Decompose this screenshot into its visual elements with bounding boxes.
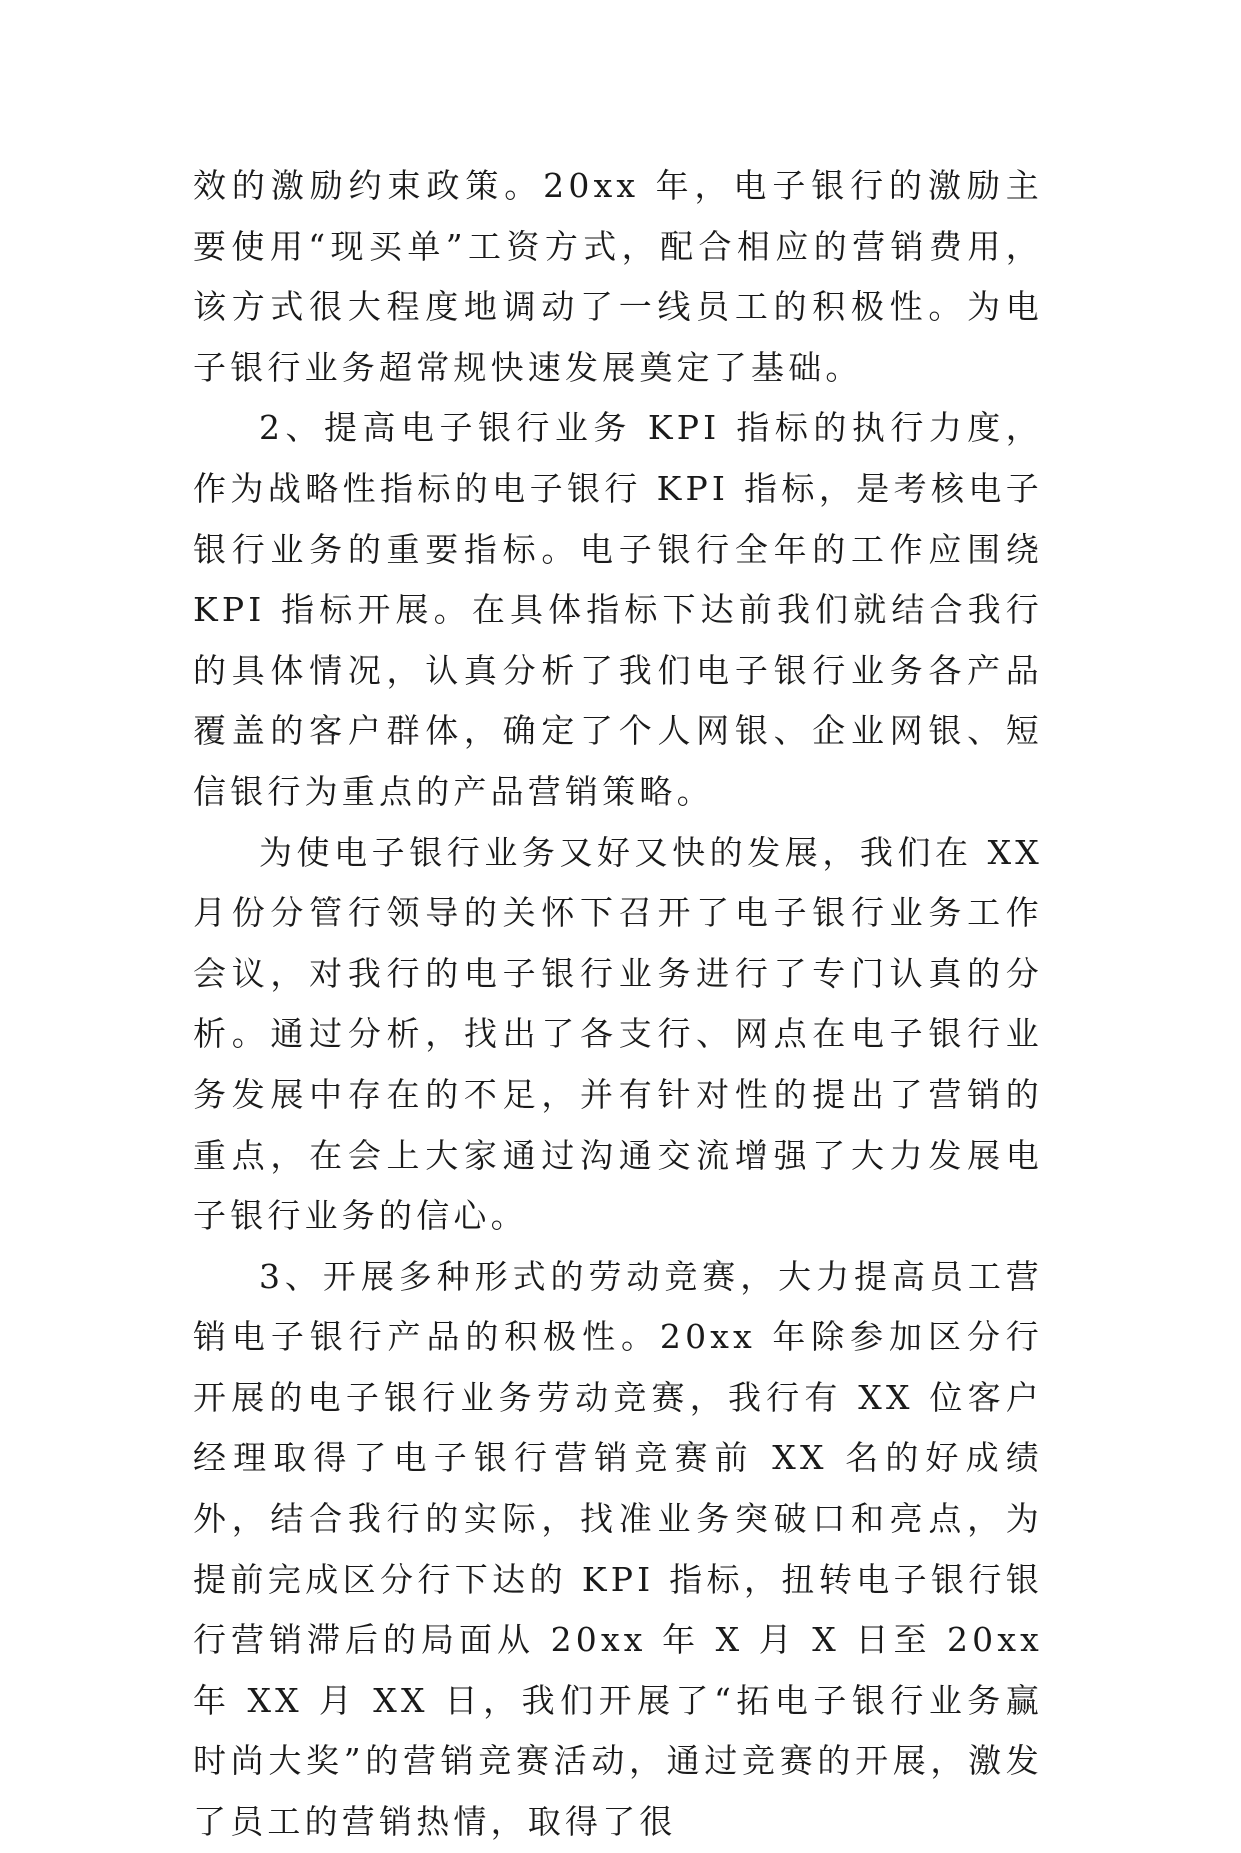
document-body [193, 156, 1043, 1853]
paragraph-3: 为使电子银行业务又好又快的发展，我们在 XX 月份分管行领导的关怀下召开了电子银行业务工作会议，对我行的电子银行业务进行了专门认真的分析。通过分析，找出了各支行、网点在电子银行业务发展中存在的不足，并有针对性的提出了营销的重点，在会上大家通过沟通交流增强了大力发展电子银行业务的信心。 [193, 832, 1043, 1236]
paragraph-1: 效的激励约束政策。20xx 年，电子银行的激励主要使用“现买单”工资方式，配合相应的营销费用，该方式很大程度地调动了一线员工的积极性。为电子银行业务超常规快速发展奠定了基础。 [193, 166, 1043, 387]
paragraph-4: 3、开展多种形式的劳动竞赛，大力提高员工营销电子银行产品的积极性。20xx 年除参加区分行开展的电子银行业务劳动竞赛，我行有 XX 位客户经理取得了电子银行营销竞赛前 XX 名的好成绩外，结合我行的实际，找准业务突破口和亮点，为提前完成区分行下达的 KPI 指标，扭转电子银行银行营销滞后的局面从 20xx 年 X 月 X 日至 20xx 年 XX 月 XX 日，我们开展了“拓电子银行业务赢时尚大奖”的营销竞赛活动，通过竞赛的开展，激发了员工的营销热情，取得了很 [193, 1256, 1043, 1842]
paragraph-2: 2、提高电子银行业务 KPI 指标的执行力度，作为战略性指标的电子银行 KPI 指标，是考核电子银行业务的重要指标。电子银行全年的工作应围绕 KPI 指标开展。在具体指标下达前我们就结合我行的具体情况，认真分析了我们电子银行业务各产品覆盖的客户群体，确定了个人网银、企业网银、短信银行为重点的产品营销策略。 [193, 408, 1043, 811]
